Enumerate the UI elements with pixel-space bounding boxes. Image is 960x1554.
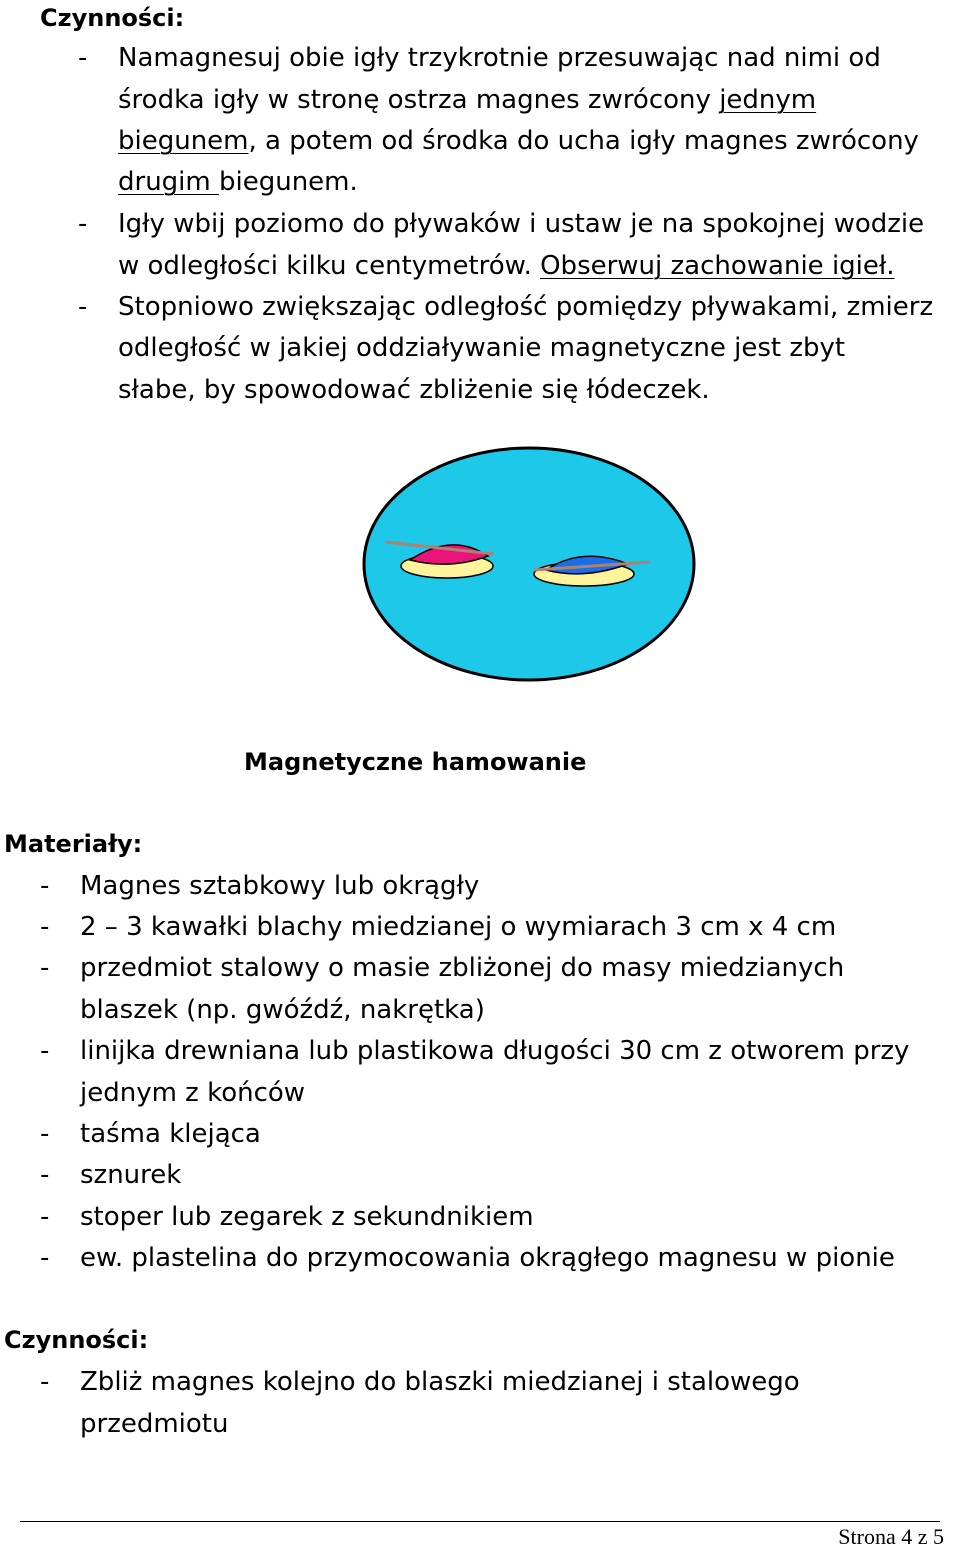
list-bullet: - — [78, 43, 88, 73]
list-bullet: - — [78, 292, 88, 322]
list-bullet: - — [40, 871, 50, 901]
list-item-line: Namagnesuj obie igły trzykrotnie przesuwając nad nimi od — [118, 43, 881, 73]
list-bullet: - — [40, 1119, 50, 1149]
material-item: linijka drewniana lub plastikowa długości 30 cm z otworem przy — [80, 1036, 910, 1066]
list-item-line: w odległości kilku centymetrów. Obserwuj zachowanie igieł. — [118, 251, 895, 281]
material-item: Magnes sztabkowy lub okrągły — [80, 871, 480, 901]
actions-heading: Czynności: — [4, 1326, 149, 1354]
page-number: Strona 4 z 5 — [838, 1524, 944, 1549]
list-bullet: - — [78, 209, 88, 239]
footer-divider — [20, 1521, 940, 1522]
list-bullet: - — [40, 912, 50, 942]
material-item: 2 – 3 kawałki blachy miedzianej o wymiarach 3 cm x 4 cm — [80, 912, 837, 942]
list-item-line: Stopniowo zwiększając odległość pomiędzy pływakami, zmierz — [118, 292, 934, 322]
list-item-line: biegunem, a potem od środka do ucha igły magnes zwrócony — [118, 126, 919, 156]
list-item-line: słabe, by spowodować zbliżenie się łódeczek. — [118, 375, 710, 405]
list-item-line: odległość w jakiej oddziaływanie magnetyczne jest zbyt — [118, 333, 846, 363]
material-item: stoper lub zegarek z sekundnikiem — [80, 1202, 534, 1232]
list-bullet: - — [40, 1160, 50, 1190]
list-item-line: Igły wbij poziomo do pływaków i ustaw je na spokojnej wodzie — [118, 209, 925, 239]
material-item-continued: blaszek (np. gwóźdź, nakrętka) — [80, 995, 485, 1025]
material-item: przedmiot stalowy o masie zbliżonej do masy miedzianych — [80, 953, 845, 983]
list-bullet: - — [40, 1243, 50, 1273]
material-item: taśma klejąca — [80, 1119, 261, 1149]
material-item-continued: jednym z końców — [80, 1078, 306, 1108]
materials-heading: Materiały: — [4, 830, 143, 858]
list-bullet: - — [40, 1202, 50, 1232]
list-item-line: środka igły w stronę ostrza magnes zwrócony jednym — [118, 85, 817, 115]
action-item-continued: przedmiotu — [80, 1409, 229, 1439]
list-item-line: drugim biegunem. — [118, 167, 358, 197]
section2-title: Magnetyczne hamowanie — [244, 748, 587, 776]
material-item: ew. plastelina do przymocowania okrągłego magnesu w pionie — [80, 1243, 895, 1273]
section1-heading: Czynności: — [40, 4, 185, 32]
action-item: Zbliż magnes kolejno do blaszki miedzianej i stalowego — [80, 1367, 800, 1397]
list-bullet: - — [40, 1036, 50, 1066]
list-bullet: - — [40, 1367, 50, 1397]
magnetic-boats-illustration — [362, 446, 702, 686]
material-item: sznurek — [80, 1160, 182, 1190]
list-bullet: - — [40, 953, 50, 983]
